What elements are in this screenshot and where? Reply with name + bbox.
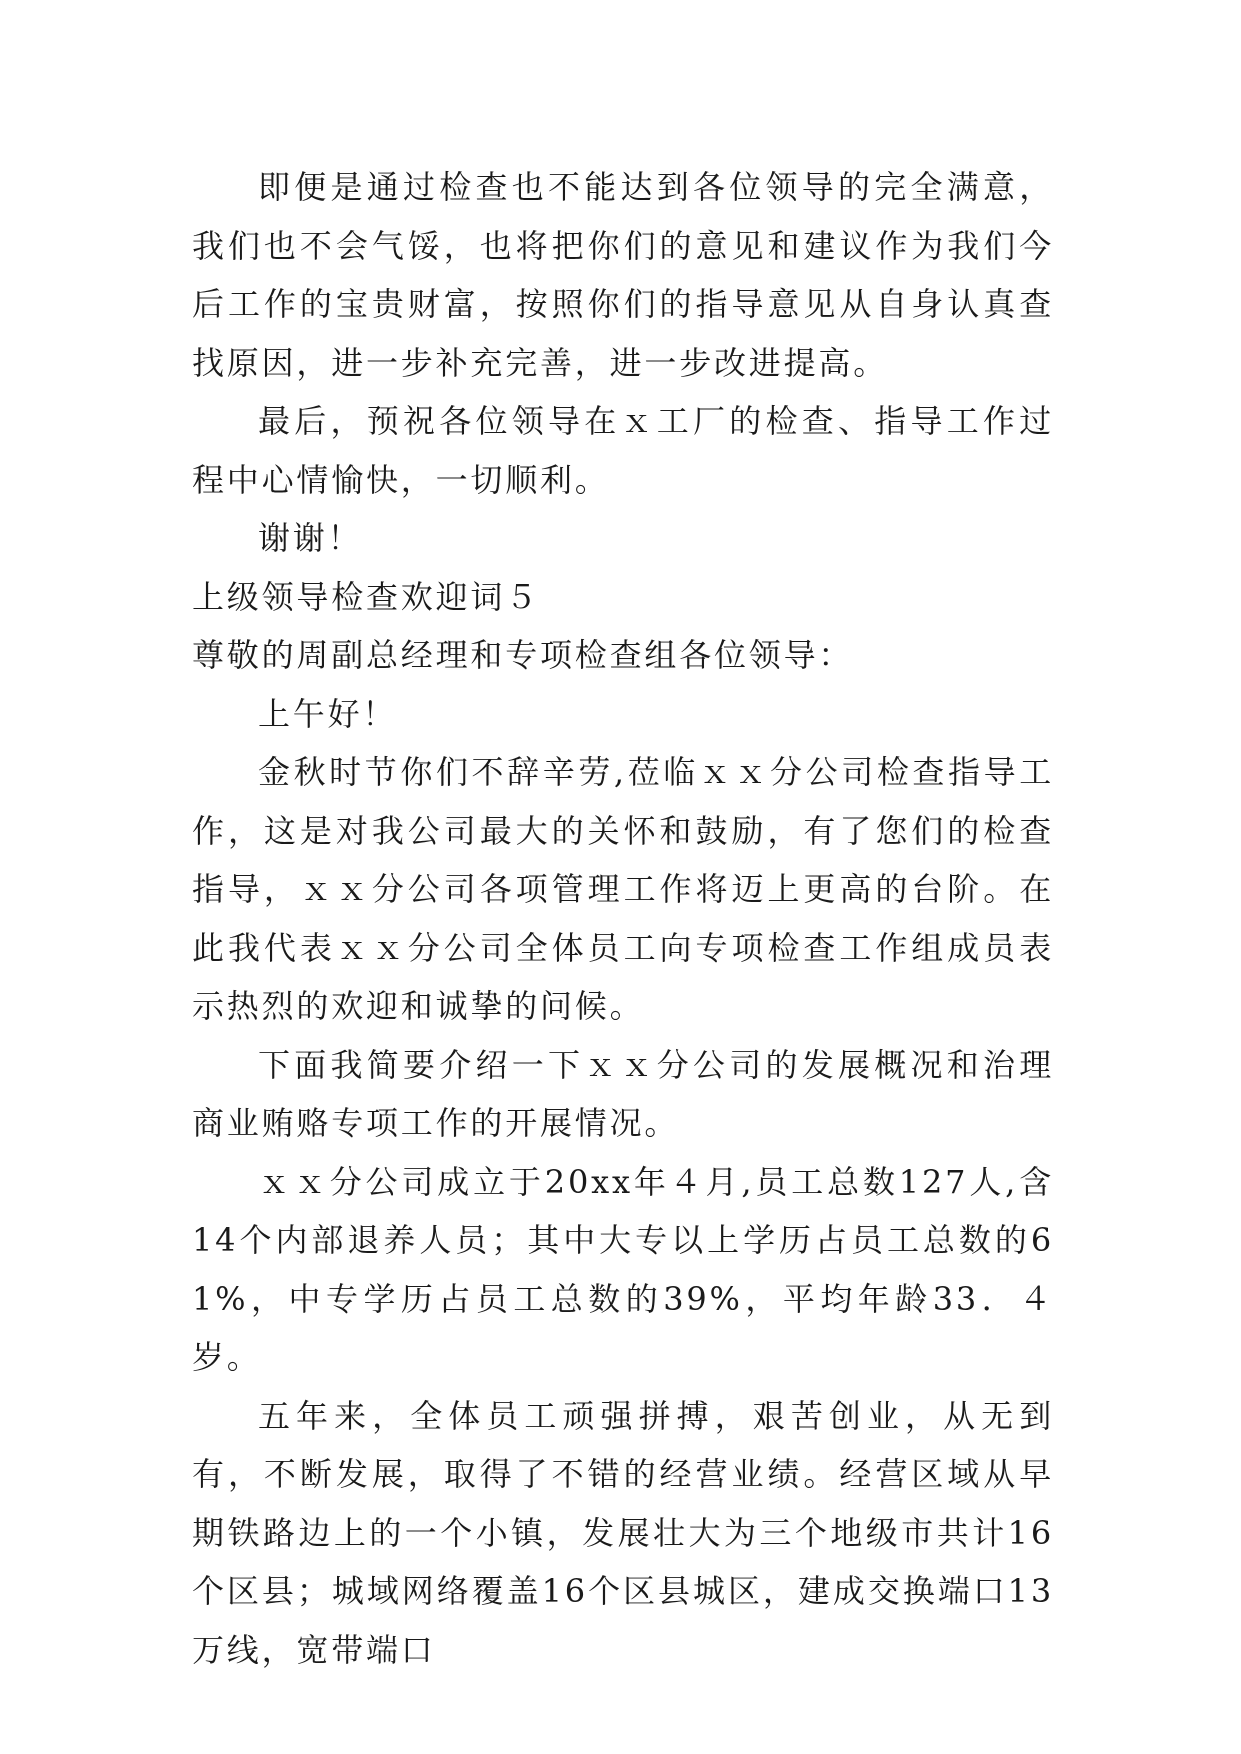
paragraph-best-wishes: 最后，预祝各位领导在ｘ工厂的检查、指导工作过程中心情愉快，一切顺利。	[192, 402, 1054, 499]
document-body	[192, 158, 1054, 1679]
greeting: 上午好！	[258, 694, 398, 733]
section-heading: 上级领导检查欢迎词５	[192, 577, 541, 616]
paragraph-company-stats: ｘｘ分公司成立于20xx年４月,员工总数127人,含14个内部退养人员；其中大专以上学历占员工总数的61%，中专学历占员工总数的39%，平均年龄33．４岁。	[192, 1162, 1054, 1376]
paragraph-introduction: 下面我简要介绍一下ｘｘ分公司的发展概况和治理商业贿赂专项工作的开展情况。	[192, 1045, 1054, 1142]
paragraph-closing-remarks: 即便是通过检查也不能达到各位领导的完全满意，我们也不会气馁，也将把你们的意见和建议作为我们今后工作的宝贵财富，按照你们的指导意见从自身认真查找原因，进一步补充完善，进一步改进提高。	[192, 168, 1054, 382]
paragraph-development: 五年来，全体员工顽强拼搏，艰苦创业，从无到有，不断发展，取得了不错的经营业绩。经营区域从早期铁路边上的一个小镇，发展壮大为三个地级市共计16个区县；城域网络覆盖16个区县城区，建成交换端口13万线，宽带端口	[192, 1396, 1054, 1669]
paragraph-thanks: 谢谢！	[258, 519, 363, 557]
salutation: 尊敬的周副总经理和专项检查组各位领导：	[192, 636, 854, 674]
paragraph-welcome: 金秋时节你们不辞辛劳,莅临ｘｘ分公司检查指导工作，这是对我公司最大的关怀和鼓励，有了您们的检查指导，ｘｘ分公司各项管理工作将迈上更高的台阶。在此我代表ｘｘ分公司全体员工向专项检查工作组成员表示热烈的欢迎和诚挚的问候。	[192, 753, 1054, 1025]
